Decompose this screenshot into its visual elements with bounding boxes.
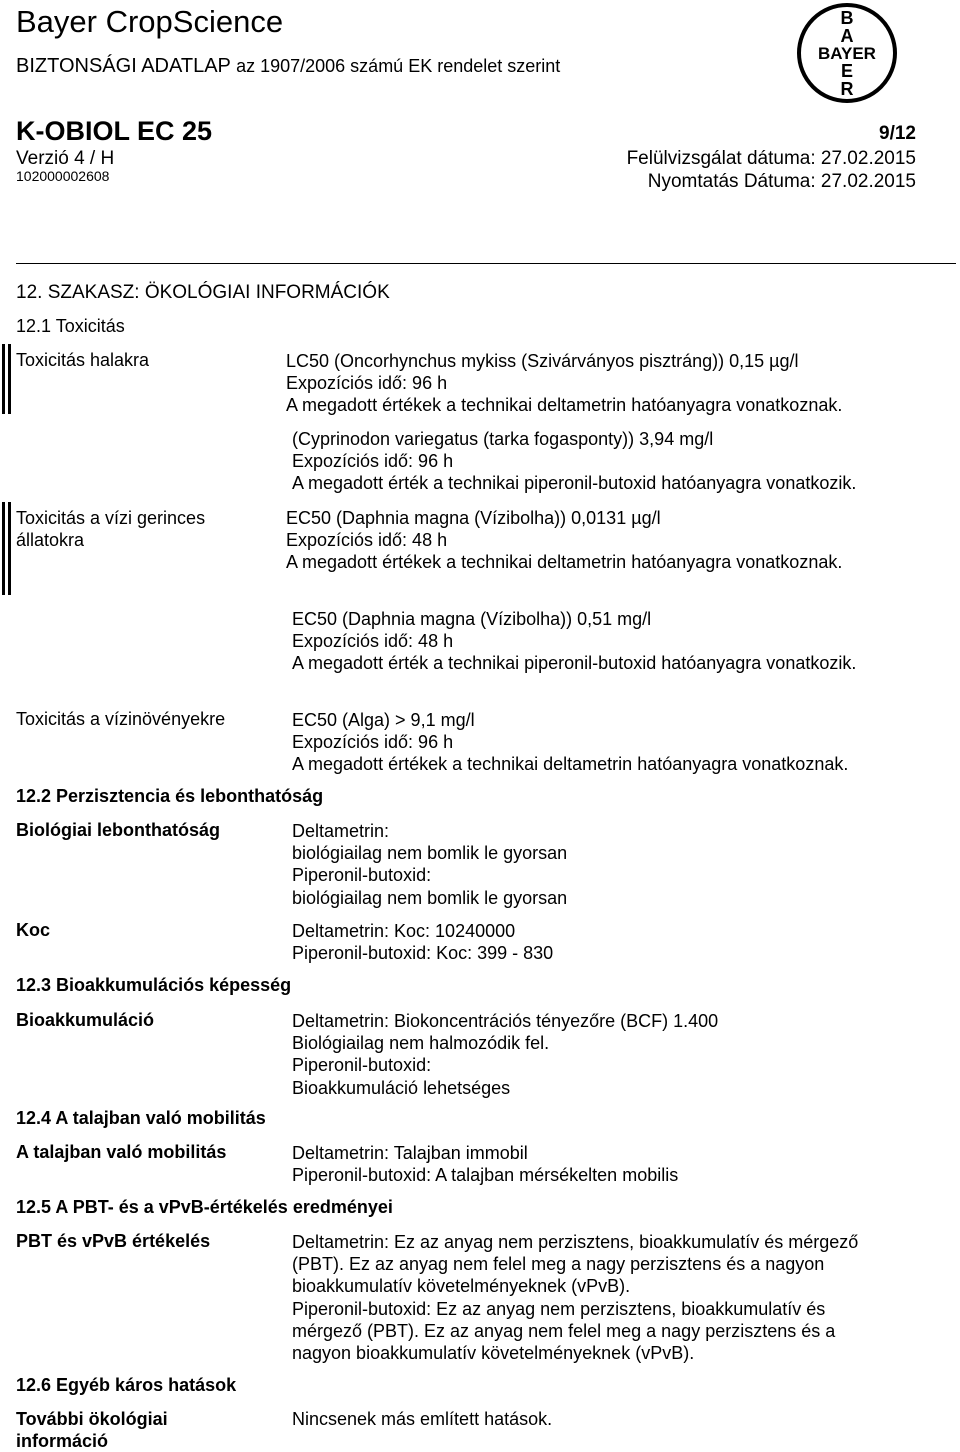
value-line: A megadott értékek a technikai deltametrin hatóanyagra vonatkoznak. [286, 395, 843, 416]
plant-toxicity-label: Toxicitás a vízinövényekre [16, 709, 226, 729]
value-line: Expozíciós idő: 48 h [286, 530, 448, 551]
logo-letter-a: A [840, 26, 854, 46]
value-line: Expozíciós idő: 96 h [286, 373, 448, 394]
value-line: bioakkumulatív követelményeknek (vPvB). [292, 1276, 631, 1297]
subsection-12-6: 12.6 Egyéb káros hatások [16, 1375, 237, 1395]
revision-bar [8, 344, 11, 414]
revision-date: Felülvizsgálat dátuma: 27.02.2015 [626, 148, 916, 169]
other-info-value: Nincsenek más említett hatások. [292, 1409, 553, 1429]
value-line: A megadott érték a technikai piperonil-butoxid hatóanyagra vonatkozik. [292, 473, 857, 494]
logo-letter-e: E [840, 61, 854, 81]
logo-word-bayer: BAYER [818, 44, 876, 63]
plant-toxicity-value [292, 709, 848, 776]
subsection-12-3: 12.3 Bioakkumulációs képesség [16, 975, 292, 995]
subsection-12-4: 12.4 A talajban való mobilitás [16, 1108, 266, 1128]
document-number: 102000002608 [16, 168, 110, 184]
subsection-12-1: 12.1 Toxicitás [16, 316, 125, 336]
value-line: (PBT). Ez az anyag nem felel meg a nagy perzisztens és a nagyon [292, 1254, 825, 1275]
value-line: A megadott érték a technikai piperonil-butoxid hatóanyagra vonatkozik. [292, 653, 857, 674]
value-line: Deltametrin: Biokoncentrációs tényezőre (BCF) 1.400 [292, 1011, 719, 1031]
value-line: Piperonil-butoxid: [292, 865, 432, 886]
pbt-label: PBT és vPvB értékelés [16, 1231, 211, 1251]
page-number: 9/12 [879, 123, 916, 144]
invertebrate-toxicity-value-1 [286, 507, 842, 574]
pbt-value [292, 1231, 858, 1364]
subsection-12-2: 12.2 Perzisztencia és lebonthatóság [16, 786, 324, 806]
value-line: Bioakkumuláció lehetséges [292, 1077, 511, 1098]
koc-label: Koc [16, 920, 51, 940]
label-line: állatokra [16, 530, 85, 550]
product-name: K-OBIOL EC 25 [16, 116, 213, 146]
logo-letter-r-bottom: R [840, 79, 854, 99]
value-line: LC50 (Oncorhynchus mykiss (Szivárványos pisztráng)) 0,15 µg/l [286, 351, 799, 371]
fish-toxicity-label: Toxicitás halakra [16, 350, 150, 370]
value-line: EC50 (Alga) > 9,1 mg/l [292, 710, 475, 730]
revision-bar [2, 502, 5, 595]
soil-mobility-value [292, 1142, 678, 1186]
company-name: Bayer CropScience [16, 4, 284, 39]
value-line: Piperonil-butoxid: Ez az anyag nem perzisztens, bioakkumulatív és [292, 1298, 826, 1319]
label-line: További ökológiai [16, 1409, 168, 1429]
value-line: mérgező (PBT). Ez az anyag nem felel meg a nagy perzisztens és a [292, 1320, 836, 1341]
value-line: nagyon bioakkumulatív követelményeknek (vPvB). [292, 1343, 695, 1364]
fish-toxicity-value-1 [286, 350, 842, 417]
bioaccumulation-label: Bioakkumuláció [16, 1010, 155, 1030]
version: Verzió 4 / H [16, 148, 115, 169]
value-line: (Cyprinodon variegatus (tarka fogasponty)) 3,94 mg/l [292, 429, 714, 449]
other-info-label [16, 1408, 168, 1452]
document-type-title: BIZTONSÁGI ADATLAP [16, 55, 231, 77]
value-line: Expozíciós idő: 48 h [292, 631, 454, 652]
koc-value [292, 920, 553, 964]
biodegradability-label: Biológiai lebonthatóság [16, 820, 221, 840]
value-line: Deltametrin: [292, 821, 390, 841]
revision-bar [8, 502, 11, 595]
value-line: biológiailag nem bomlik le gyorsan [292, 887, 568, 908]
logo-letter-b-top: B [840, 8, 854, 28]
invertebrate-toxicity-value-2 [292, 608, 856, 675]
value-line: Piperonil-butoxid: A talajban mérsékelten mobilis [292, 1165, 679, 1186]
value-line: Deltametrin: Talajban immobil [292, 1143, 528, 1163]
value-line: Deltametrin: Ez az anyag nem perzisztens, bioakkumulatív és mérgező [292, 1232, 859, 1252]
bioaccumulation-value [292, 1010, 718, 1099]
print-date: Nyomtatás Dátuma: 27.02.2015 [647, 171, 916, 192]
value-line: Deltametrin: Koc: 10240000 [292, 921, 516, 941]
subsection-12-5: 12.5 A PBT- és a vPvB-értékelés eredményei [16, 1197, 393, 1217]
regulation-text: az 1907/2006 számú EK rendelet szerint [236, 56, 561, 76]
value-line: biológiailag nem bomlik le gyorsan [292, 843, 568, 864]
value-line: Expozíciós idő: 96 h [292, 451, 454, 472]
value-line: Expozíciós idő: 96 h [292, 732, 454, 753]
soil-mobility-label: A talajban való mobilitás [16, 1142, 227, 1162]
fish-toxicity-value-2 [292, 428, 856, 495]
label-line: Toxicitás a vízi gerinces [16, 508, 206, 528]
value-line: Biológiailag nem halmozódik fel. [292, 1033, 550, 1054]
value-line: Piperonil-butoxid: Koc: 399 - 830 [292, 943, 554, 964]
invertebrate-toxicity-label [16, 507, 205, 551]
biodegradability-value [292, 820, 567, 909]
section-title: 12. SZAKASZ: ÖKOLÓGIAI INFORMÁCIÓK [16, 282, 390, 303]
value-line: EC50 (Daphnia magna (Vízibolha)) 0,0131 µg/l [286, 508, 661, 528]
header-divider [16, 263, 956, 264]
value-line: EC50 (Daphnia magna (Vízibolha)) 0,51 mg/l [292, 609, 652, 629]
value-line: Piperonil-butoxid: [292, 1055, 432, 1076]
bayer-logo [796, 2, 898, 104]
document-type [16, 55, 560, 78]
label-line: információ [16, 1431, 109, 1451]
revision-bar [2, 344, 5, 414]
value-line: A megadott értékek a technikai deltametrin hatóanyagra vonatkoznak. [292, 754, 849, 775]
value-line: A megadott értékek a technikai deltametrin hatóanyagra vonatkoznak. [286, 552, 843, 573]
